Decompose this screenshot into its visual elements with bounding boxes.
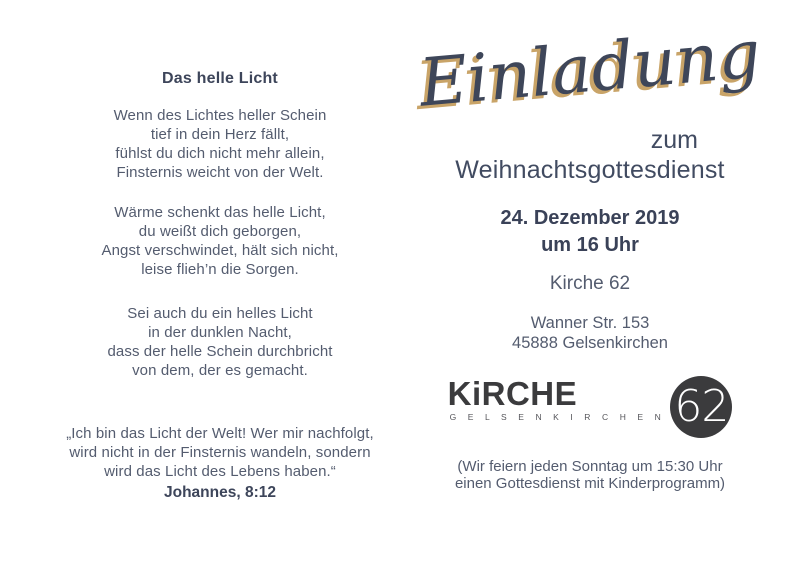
poem-line: in der dunklen Nacht, (148, 324, 292, 341)
poem-title: Das helle Licht (162, 70, 278, 87)
invitation-panel (416, 0, 764, 566)
poem-line: du weißt dich geborgen, (138, 223, 302, 240)
poem-line: fühlst du dich nicht mehr allein, (115, 145, 325, 162)
poem-line: leise flieh’n die Sorgen. (141, 261, 299, 278)
logo-circle-badge (670, 376, 732, 438)
poem-line: dass der helle Schein durchbricht (107, 343, 333, 360)
quote-source: Johannes, 8:12 (164, 484, 276, 501)
logo-brand-text: KiRCHE (447, 375, 578, 412)
note-line: (Wir feiern jeden Sonntag um 15:30 Uhr (457, 458, 723, 475)
venue-address (420, 314, 760, 353)
poem-line: Wärme schenkt das helle Licht, (114, 204, 326, 221)
poem-panel (30, 70, 410, 502)
poem-line: Finsternis weicht von der Welt. (116, 164, 324, 181)
logo-number: 62 (674, 381, 729, 432)
address-street: Wanner Str. 153 (530, 314, 650, 332)
poem-line: Wenn des Lichtes heller Schein (113, 107, 327, 124)
script-title-text: Einladung (416, 15, 764, 122)
quote-line: wird nicht in der Finsternis wandeln, sondern (69, 444, 371, 461)
quote-line: „Ich bin das Licht der Welt! Wer mir nachfolgt, (66, 425, 374, 442)
logo-wordmark (448, 377, 666, 422)
poem-stanza-1 (30, 106, 410, 182)
address-city: 45888 Gelsenkirchen (512, 333, 668, 352)
subtitle-zum: zum (650, 126, 698, 154)
note-line: einen Gottesdienst mit Kinderprogramm) (454, 475, 726, 492)
poem-stanza-2 (30, 203, 410, 279)
event-date: 24. Dezember 2019 (500, 207, 680, 229)
poem-line: Angst verschwindet, hält sich nicht, (101, 242, 339, 259)
event-name: Weihnachtsgottesdienst (455, 156, 725, 184)
logo-city-text: G E L S E N K I R C H E N (449, 412, 666, 422)
poem-line: von dem, der es gemacht. (132, 362, 308, 379)
event-time: um 16 Uhr (541, 234, 639, 256)
poem-stanza-3 (30, 304, 410, 380)
weekly-service-note (420, 458, 760, 492)
script-title (408, 15, 772, 122)
poem-line: tief in dein Herz fällt, (150, 126, 290, 143)
poem-line: Sei auch du ein helles Licht (127, 305, 313, 322)
venue-name: Kirche 62 (549, 273, 631, 294)
kirche62-logo (420, 377, 760, 438)
bible-quote (30, 424, 410, 481)
quote-line: wird das Licht des Lebens haben.“ (104, 463, 336, 480)
